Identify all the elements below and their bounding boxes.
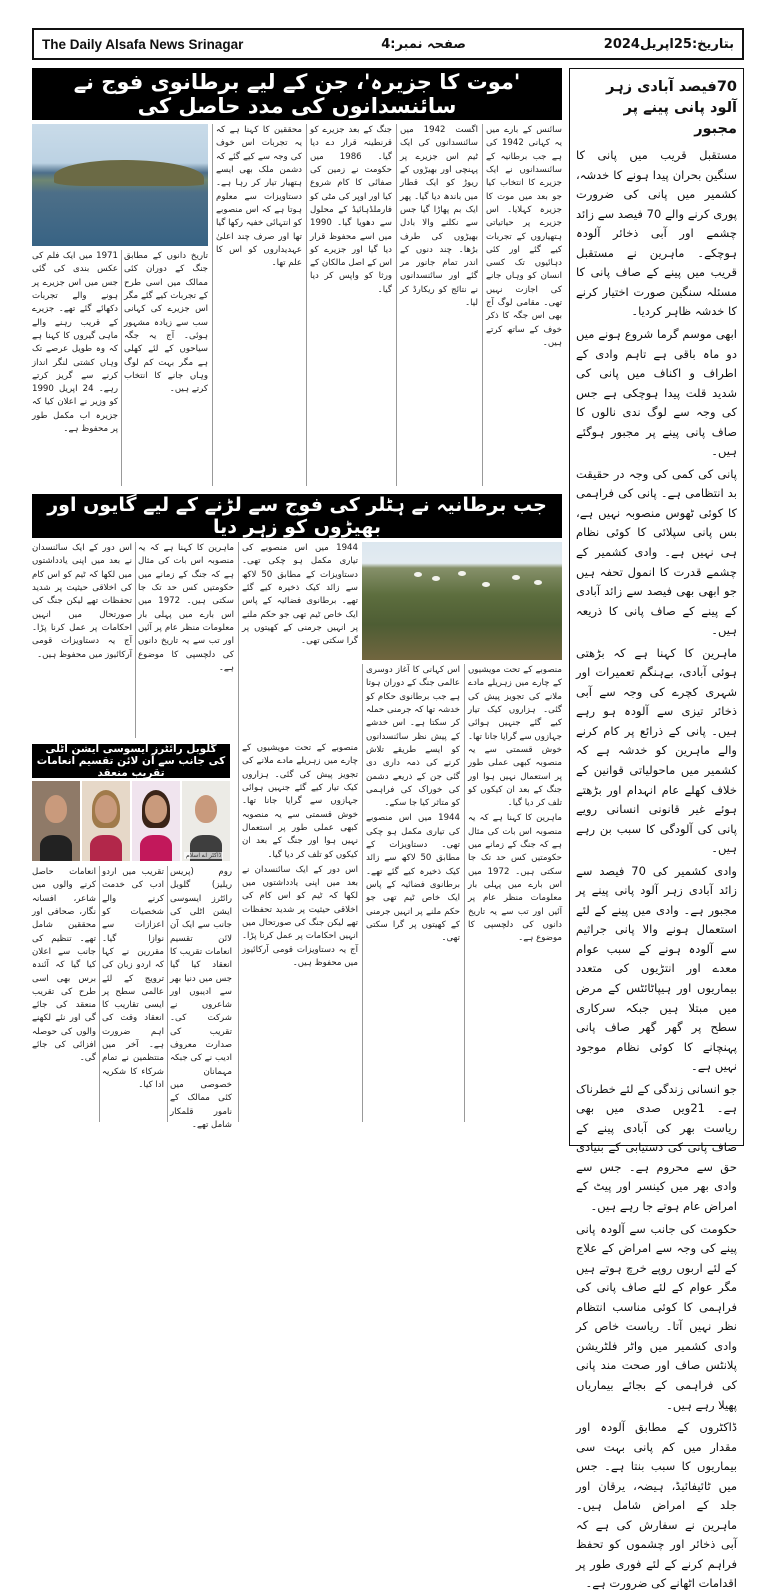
right-article-paragraph: ماہرین کا کہنا ہے کہ بڑھتی ہوئی آبادی، بےہنگم تعمیرات اور شہری کچرے کی وجہ سے آبی ذخائر تیزی سے آلودہ ہو رہے ہیں۔ پانی کے ذرائع پر کام کرنے والے ماہرین کو خدشہ ہے کہ کشمیر میں ماحولیاتی قوانین کے خلاف کھلے عام انہدام اور بڑھتے ہوئے غیر قانونی انسانی رویے پانی کی آلودگی کا سبب بن رہے ہیں۔ [576,645,737,856]
column-divider [99,866,100,1122]
lead-column-text: اگست 1942 میں سائنسدانوں کی ایک ٹیم اس جزیرے پر پہنچی اور بھیڑوں کے ریوڑ کو ایک قطار میں باندھ دیا گیا۔ پھر ایک بم پھاڑا گیا جس سے نکلنے والا بادل بھیڑوں کی طرف بڑھا۔ چند دنوں کے اندر تمام جانور مر گئے اور سائنسدانوں نے نتائج کو ریکارڈ کر لیا۔ [400,125,478,309]
person-photo [182,781,230,861]
right-article-paragraph: جو انسانی زندگی کے لئے خطرناک ہے۔ 21ویں صدی میں بھی ریاست بھر کی آبادی پینے کے صاف پانی کی دستیابی کے بنیادی حق سے محروم ہے۔ جس سے وادی بھر میں کینسر اور پیٹ کے امراض عام ہوتے جا رہے ہیں۔ [576,1081,738,1214]
sheep-field-photo [362,542,562,660]
right-article-paragraph: حکومت کی جانب سے آلودہ پانی پینے کی وجہ سے امراض کے علاج کے لئے اربوں روپے خرچ ہوتے ہیں مگر عوام کے لئے صاف پانی کی فراہمی کا کوئی مناسب انتظام نظر نہیں آتا۔ ریاست خاص کر وادی کشمیر میں واٹر فلٹریشن پلانٹس صاف اور صحت مند پانی کی فراہمی کے بجائے بیماریاں پھیلا رہے ہیں۔ [576,1221,737,1412]
island-land-shape [54,160,204,186]
right-article-paragraph: مستقبل قریب میں پانی کا سنگین بحران پیدا ہونے کا خدشہ، کشمیر میں پانی کی ضرورت پوری کرنے والے 70 فیصد سے زائد چشمے اور آبی ذخائر آلودہ ہوچکے۔ ماہرین نے مستقبل قریب میں پینے کے صاف پانی کا مسئلہ سنگین صورت اختیار کرنے کا خدشہ ظاہر کردیا۔ [576,148,737,319]
person-photo [132,781,180,861]
sheep-mark [512,575,520,580]
lead-column-text: جنگ کے بعد جزیرے کو قرنطینہ قرار دے دیا گیا۔ 1986 میں حکومت نے زمین کی صفائی کا کام شروع کیا اور اوپر کی مٹی کو فارملڈہائیڈ کے محلول سے دھویا گیا۔ 1990 میں اسے محفوظ قرار دیا گیا اور جزیرے کو اس کے اصل مالکان کے ورثا کو واپس کر دیا گیا۔ [310,125,392,295]
lead-column-text: محققین کا کہنا ہے کہ یہ تجربات اس خوف کی وجہ سے کیے گئے کہ دشمن ملک بھی ایسے ہتھیار تیار کر رہا ہے۔ دستاویزات سے معلوم ہوتا ہے کہ اس منصوبے کو انتہائی خفیہ رکھا گیا تھا اور صرف چند اعلیٰ عہدیداروں کو اس کا علم تھا۔ [216,125,302,269]
person-face [195,795,217,823]
second-column [468,664,562,1122]
sheep-mark [534,580,542,585]
lead-column [216,124,302,486]
sheep-mark [414,572,422,577]
second-column-text: منصوبے کے تحت مویشیوں کے چارے میں زہریلے مادے ملانے کی تجویز پیش کی گئی۔ ہزاروں کیک تیار کیے گئے جنہیں ہوائی جہازوں سے گرایا جانا تھا۔ خوش قسمتی سے یہ منصوبہ کبھی عملی طور پر استعمال نہیں ہوا اور جنگ کے بعد ان کیکوں کو تلف کر دیا گیا۔ [468,665,562,809]
column-divider [135,542,136,738]
column-divider [238,542,239,1122]
second-column [138,542,234,738]
person-face [95,795,117,823]
award-column [170,866,232,1130]
person-photo [32,781,80,861]
column-divider [212,124,213,486]
second-column-text: اس کہانی کا آغاز دوسری عالمی جنگ کے دوران ہوتا ہے جب برطانوی حکام کو خدشہ تھا کہ جرمنی حملہ کر سکتا ہے۔ اس خدشے کے پیش نظر سائنسدانوں کو ایسے طریقے تلاش کرنے کی ذمہ داری دی گئی جن کے ذریعے دشمن کی خوراک کی فراہمی کو متاثر کیا جا سکے۔ [366,665,460,809]
award-headline: گلوبل رائٹرز ایسوسی ایشن اٹلی کی جانب سے آن لائن تقسیم انعامات تقریب منعقد [32,744,230,778]
lead-column [310,124,392,486]
lead-column [32,250,118,486]
person-photo [82,781,130,861]
second-column [32,542,132,738]
paper-name: The Daily Alsafa News Srinagar [42,36,244,52]
issue-date: بتاریخ:25اپریل2024 [603,36,734,52]
lead-column [400,124,478,486]
award-column-text: انعامات حاصل کرنے والوں میں شاعر، افسانہ نگار، صحافی اور محققین شامل تھے۔ تنظیم کی جانب سے اعلان کیا گیا کہ آئندہ برس بھی اسی طرح کی تقریب منعقد کی جائے گی اور نئے لکھنے والوں کی حوصلہ افزائی کی جائے گی۔ [32,867,96,1064]
sheep-mark [432,576,440,581]
lead-column-text: سائنس کے بارے میں یہ کہانی 1942 کی ہے جب برطانیہ کے سائنسدانوں نے ایک جزیرے کا انتخاب کیا جو بعد میں موت کا جزیرہ کہلایا۔ اس جزیرے پر حیاتیاتی ہتھیاروں کے تجربات کیے گئے اور کئی دہائیوں تک کسی انسان کو وہاں جانے کی اجازت نہیں تھی۔ مقامی لوگ آج بھی اس جگہ کا ذکر خوف کے ساتھ کرتے ہیں۔ [486,125,562,348]
person-body [90,835,122,861]
right-article-paragraph: ابھی موسم گرما شروع ہونے میں دو ماہ باقی ہے تاہم وادی کے اطراف و اکناف میں پانی کی شدید قلت پیدا ہوچکی ہے جس کی وجہ سے لوگ ندی نالوں کا صاف پانی پینے پر مجبور ہوگئے ہیں۔ [576,326,737,459]
column-divider [482,124,483,486]
newspaper-page [32,28,744,1591]
column-divider [167,866,168,1122]
second-column-text: منصوبے کے تحت مویشیوں کے چارے میں زہریلے مادے ملانے کی تجویز پیش کی گئی۔ ہزاروں کیک تیار کیے گئے جنہیں ہوائی جہازوں سے گرایا جانا تھا۔ خوش قسمتی سے یہ منصوبہ کبھی عملی طور پر استعمال نہیں ہوا اور جنگ کے بعد ان کیکوں کو تلف کر دیا گیا۔ [242,743,358,860]
right-article-headline: 70فیصد آبادی زہر آلود پانی پینے پر مجبور [606,79,737,138]
lead-headline: 'موت کا جزیرہ'، جن کے لیے برطانوی فوج نے سائنسدانوں کی مدد حاصل کی [32,68,562,120]
person-body [140,835,172,861]
second-headline: جب برطانیہ نے ہٹلر کی فوج سے لڑنے کے لیے گایوں اور بھیڑوں کو زہر دیا [32,494,562,538]
second-column [242,742,358,1122]
person-body [40,835,72,861]
award-column-text: تقریب میں اردو ادب کی خدمت کرنے والے شخصیات کو اعزازات سے نوازا گیا۔ مقررین نے کہا کہ اردو زبان کی ترویج کے لئے عالمی سطح پر ایسی تقاریب کا انعقاد وقت کی اہم ضرورت ہے۔ آخر میں منتظمین نے تمام شرکاء کا شکریہ ادا کیا۔ [102,867,164,1090]
person-face [145,795,167,823]
lead-column-text: تاریخ دانوں کے مطابق جنگ کے دوران کئی ممالک میں اسی طرح کے تجربات کیے گئے مگر اس جزیرے کی کہانی سب سے زیادہ مشہور ہوئی۔ آج یہ جگہ سیاحوں کے لئے کھلی ہے مگر بہت کم لوگ وہاں جانے کا انتخاب کرتے ہیں۔ [124,251,208,395]
column-divider [306,124,307,486]
lead-column-text: 1971 میں ایک فلم کی عکس بندی کی گئی جس میں اس جزیرے پر ہونے والے تجربات دکھائے گئے تھے۔ جزیرے کے قریب رہنے والے ماہی گیروں کا کہنا ہے کہ وہ طویل عرصے تک وہاں کشتی لنگر انداز کرنے سے گریز کرتے رہے۔ 24 اپریل 1990 کو وزیر نے اعلان کیا کہ جزیرہ اب مکمل طور پر محفوظ ہے۔ [32,251,118,435]
second-column-text: اس دور کے ایک سائنسدان نے بعد میں اپنی یادداشتوں میں لکھا کہ ٹیم کو اس کام کی اخلاقی حیثیت پر شدید تحفظات تھے لیکن جنگ کی صورتحال میں انہیں احکامات پر عمل کرنا پڑا۔ آج یہ دستاویزات قومی آرکائیوز میں محفوظ ہیں۔ [32,543,132,660]
lead-column [486,124,562,486]
second-column [366,664,460,1122]
island-photo [32,124,208,246]
award-column-text: روم (پریس ریلیز) گلوبل رائٹرز ایسوسی ایشن اٹلی کی جانب سے ایک آن لائن تقسیم انعامات تقریب کا انعقاد کیا گیا جس میں دنیا بھر سے ادیبوں اور شاعروں نے شرکت کی۔ تقریب کی صدارت معروف ادیب نے کی جبکہ مہمانان خصوصی میں کئی ممالک کے نامور قلمکار شامل تھے۔ [170,867,232,1130]
photo-caption: ڈاکٹر اے اسلام [186,852,222,859]
award-photos [32,781,230,861]
right-article-paragraph: وادی کشمیر کی 70 فیصد سے زائد آبادی زہر آلود پانی پینے پر مجبور ہے۔ وادی میں پینے کے لئے استعمال ہونے والا پانی جراثیم سے آلودہ ہونے کے سبب عوام معدے اور انتڑیوں کی متعدد بیماریوں اور ہیپاٹائٹس کے مرض میں مبتلا ہیں جبکہ سرکاری سطح پر گھر گھر صاف پانی پہنچانے کا کوئی نظام موجود نہیں ہے۔ [576,863,737,1074]
lead-column [124,250,208,486]
second-column-text: 1944 میں اس منصوبے کی تیاری مکمل ہو چکی تھی۔ دستاویزات کے مطابق 50 لاکھ سے زائد کیک ذخیرہ کیے گئے تھے۔ برطانوی فضائیہ کے پاس ایک خاص ٹیم تھی جو حکم ملنے پر انہیں جرمنی کے کھیتوں پر گرا سکتی تھی۔ [366,813,461,944]
right-article-paragraph: ڈاکٹروں کے مطابق آلودہ اور مقدار میں کم پانی بہت سی بیماریوں کا سبب بنتا ہے۔ جس میں ٹائیفائیڈ، ہیضہ، یرقان اور جلد کے امراض شامل ہیں۔ ماہرین نے سفارش کی ہے کہ آبی ذخائر اور چشموں کو تحفظ فراہم کرنے کے لئے فوری طور پر اقدامات اٹھانے کی ضرورت ہے۔ [576,1420,737,1591]
second-column-text: ماہرین کا کہنا ہے کہ یہ منصوبہ اس بات کی مثال ہے کہ جنگ کے زمانے میں حکومتیں کس حد تک جا سکتی ہیں۔ 1972 میں اس بارے میں پہلی بار معلومات منظر عام پر آئیں اور تب سے یہ تاریخ دانوں کی دلچسپی کا موضوع ہے۔ [468,813,562,944]
page-number: صفحہ نمبر:4 [381,36,466,52]
award-column [102,866,164,1122]
right-article-paragraph: پانی کی کمی کی وجہ در حقیقت بد انتظامی ہے۔ پانی کی فراہمی کا کوئی ٹھوس منصوبہ نہیں ہے، بس پانی سپلائی کا کوئی نظام ہی نہیں ہے۔ وادی کشمیر کے چشمے قدرت کا انمول تحفہ ہیں جو ابھی بھی فیصد سے زائد آبادی کے پینے کے صاف پانی کا ذریعہ ہیں۔ [576,466,737,638]
column-divider [362,664,363,1122]
column-divider [396,124,397,486]
sheep-mark [458,571,466,576]
masthead [32,28,744,60]
person-face [45,795,67,823]
second-column-text: 1944 میں اس منصوبے کی تیاری مکمل ہو چکی تھی۔ دستاویزات کے مطابق 50 لاکھ سے زائد کیک ذخیرہ کیے گئے تھے۔ برطانوی فضائیہ کے پاس ایک خاص ٹیم تھی جو حکم ملنے پر انہیں جرمنی کے کھیتوں پر گرا سکتی تھی۔ [242,543,358,647]
column-divider [464,664,465,1122]
second-column [242,542,358,738]
column-divider [121,250,122,486]
award-column [32,866,96,1122]
right-article [569,68,744,1591]
sheep-mark [482,582,490,587]
second-column-text: اس دور کے ایک سائنسدان نے بعد میں اپنی یادداشتوں میں لکھا کہ ٹیم کو اس کام کی اخلاقی حیثیت پر شدید تحفظات تھے لیکن جنگ کی صورتحال میں انہیں احکامات پر عمل کرنا پڑا۔ آج یہ دستاویزات قومی آرکائیوز میں محفوظ ہیں۔ [242,864,358,968]
second-column-text: ماہرین کا کہنا ہے کہ یہ منصوبہ اس بات کی مثال ہے کہ جنگ کے زمانے میں حکومتیں کس حد تک جا سکتی ہیں۔ 1972 میں اس بارے میں پہلی بار معلومات منظر عام پر آئیں اور تب سے یہ تاریخ دانوں کی دلچسپی کا موضوع ہے۔ [138,543,234,673]
